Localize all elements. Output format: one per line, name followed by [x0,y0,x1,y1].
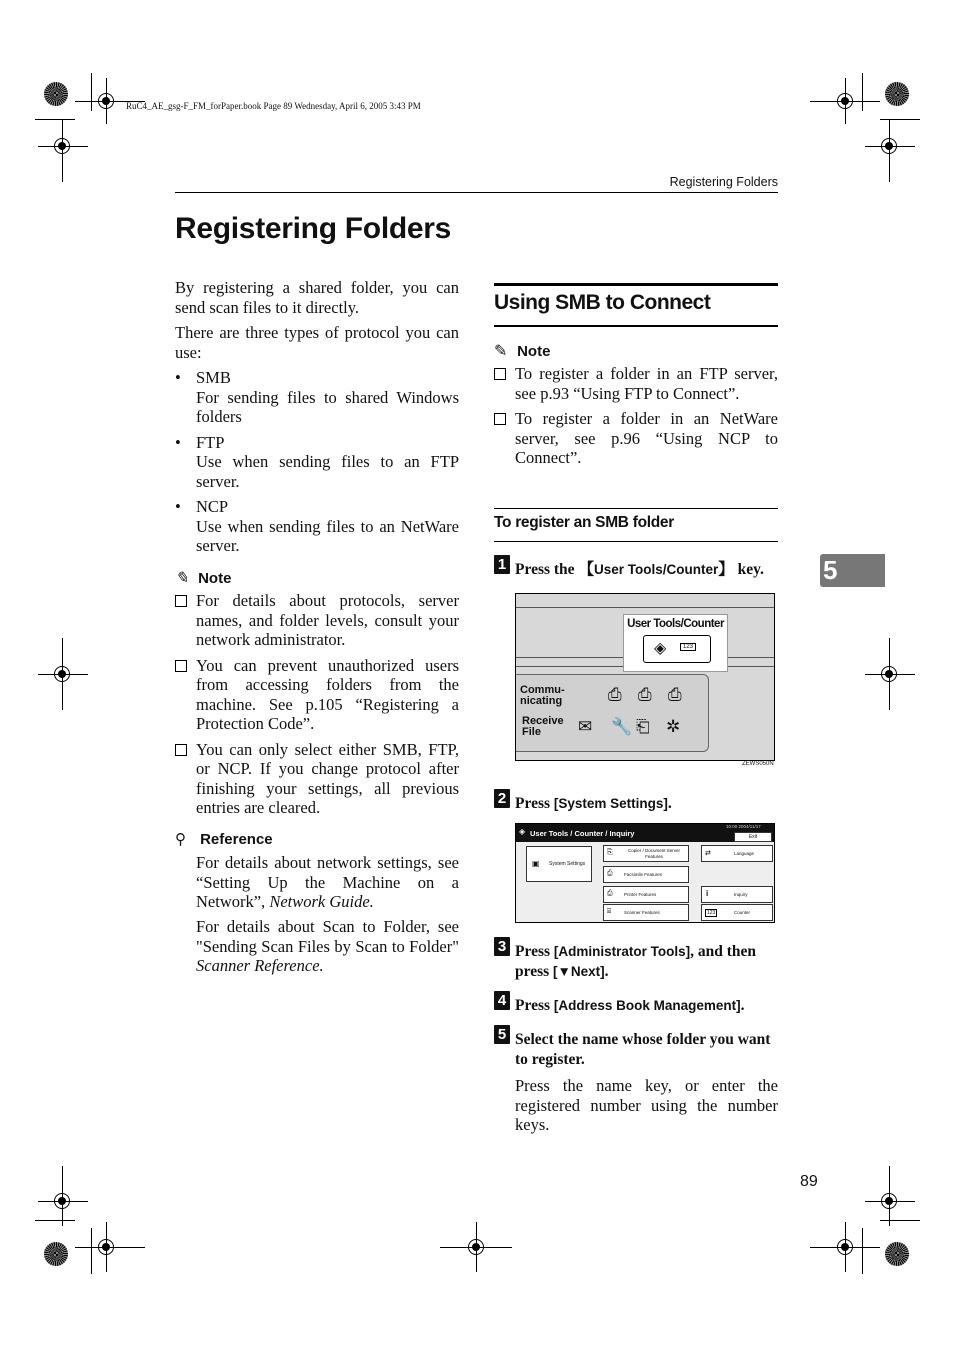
list-item: To register a folder in an FTP server, see p.93 “Using FTP to Connect”. [494,364,778,403]
list-item: To register a folder in an NetWare server, see p.96 “Using NCP to Connect”. [494,409,778,468]
list-item: You can prevent unauthorized users from accessing folders from the machine. See p.105 “Registering a Protection Code”. [175,656,459,734]
list-item: • FTP Use when sending files to an FTP server. [175,432,459,491]
reference-paragraph-2: For details about Scan to Folder, see "Sending Scan Files by Scan to Folder" Scanner Reference. [196,917,459,975]
subsection-title: To register an SMB folder [494,514,674,531]
intro-paragraph-1: By registering a shared folder, you can send scan files to it directly. [175,278,459,317]
gear-icon: ▣ [532,859,540,868]
step-1-text: Press the 【User Tools/Counter】 key. [515,561,764,578]
scanner-features-button[interactable]: ⌸ Scanner Features [603,904,689,921]
exit-button[interactable]: Exit [734,832,772,842]
user-tools-icon: ◈ [654,638,667,657]
receive-file-label: Receive File [522,715,564,738]
printer-icon: ⎙ [607,890,613,897]
paper-icon: ⎗ [636,717,650,737]
step-number-1: 1 [494,555,510,574]
copier-features-button[interactable]: ⎘ Copier / Document Server Features [603,845,689,862]
counter-icon: 123 [680,643,696,651]
step-3-text: Press [Administrator Tools], and then press [▼Next]. [515,943,757,980]
mail-icon: ✉ [578,717,593,737]
step-5-body: Press the name key, or enter the registered number using the number keys. [515,1076,778,1134]
page-number: 89 [800,1173,818,1190]
step-4-text: Press [Address Book Management]. [515,997,745,1014]
facsimile-features-button[interactable]: ⎙ Facsimile Features [603,866,689,883]
fax-indicator-icon: ⎙ [668,685,682,705]
note-list-right [494,364,778,468]
inquiry-button[interactable]: i Inquiry [701,886,773,903]
checkbox-icon [494,413,506,425]
section-rule-top [494,283,778,286]
counter-button[interactable]: 123 Counter [701,904,773,921]
step-number-2: 2 [494,789,510,808]
user-tools-key-label: User Tools/Counter [627,618,724,630]
wrench-icon: 🔧 [611,717,633,737]
chapter-number: 5 [823,555,838,585]
list-item: • NCP Use when sending files to an NetWare server. [175,497,459,555]
step-2-text: Press [System Settings]. [515,795,672,812]
chapter-tab [820,554,885,587]
user-tools-screen-figure [515,823,775,923]
info-icon: i [706,889,709,898]
list-item: • SMB For sending files to shared Windows folders [175,368,459,426]
note-list-left [175,591,459,818]
system-settings-button[interactable]: ▣ System Settings [526,846,592,882]
reference-paragraph-1: For details about network settings, see “Setting Up the Machine on a Network”, Network Guide. [196,853,459,911]
note-heading-left: ✎ Note [175,568,232,587]
pencil-icon: ✎ [494,341,508,360]
reference-heading: ⚲ Reference [175,830,273,848]
language-button[interactable]: ⇄ Language [701,845,773,862]
counter-icon: 123 [707,910,716,916]
protocol-list [175,368,459,556]
step-number-5: 5 [494,1025,510,1044]
checkbox-icon [494,368,506,380]
fax-icon: ⎙ [607,870,613,877]
figure-code: ZEWS050N [742,761,774,767]
page-title: Registering Folders [175,212,452,245]
language-icon: ⇄ [705,850,711,857]
step-number-4: 4 [494,991,510,1010]
header-rule [175,192,778,193]
subsection-rule-bottom [494,541,778,542]
running-header: Registering Folders [669,175,778,189]
checkbox-icon [175,744,187,756]
key-icon: ⚲ [175,830,186,848]
note-heading-right: ✎ Note [494,341,551,360]
intro-paragraph-2: There are three types of protocol you can use: [175,323,459,362]
print-info: RuC4_AE_gsg-F_FM_forPaper.book Page 89 Wednesday, April 6, 2005 3:43 PM [126,101,421,111]
checkbox-icon [175,660,187,672]
printer-features-button[interactable]: ⎙ Printer Features [603,886,689,903]
step-number-3: 3 [494,937,510,956]
control-panel-figure [515,593,775,761]
fax-indicator-icon: ⎙ [608,685,622,705]
step-5-text: Select the name whose folder you want to register. [515,1031,771,1068]
section-rule-bottom [494,325,778,327]
screen-header-bar: ◈ User Tools / Counter / Inquiry 10:00 2004/11/17 Exit [516,824,774,842]
communicating-label: Commu- nicating [520,684,565,707]
fax-indicator-icon: ⎙ [638,685,652,705]
checkbox-icon [175,595,187,607]
user-tools-icon: ◈ [519,827,526,836]
scanner-icon: ⌸ [607,908,612,915]
copier-icon: ⎘ [607,849,613,856]
section-title: Using SMB to Connect [494,291,711,314]
jam-icon: ✲ [666,717,681,737]
list-item: For details about protocols, server names, and folder levels, consult your network administrator. [175,591,459,650]
user-tools-key-area [623,614,728,672]
user-tools-counter-key[interactable] [643,635,711,663]
pencil-icon: ✎ [175,568,189,587]
list-item: You can only select either SMB, FTP, or NCP. If you change protocol after finishing your settings, all previous entries are cleared. [175,740,459,818]
subsection-rule-top [494,508,778,509]
indicator-panel [516,674,709,752]
